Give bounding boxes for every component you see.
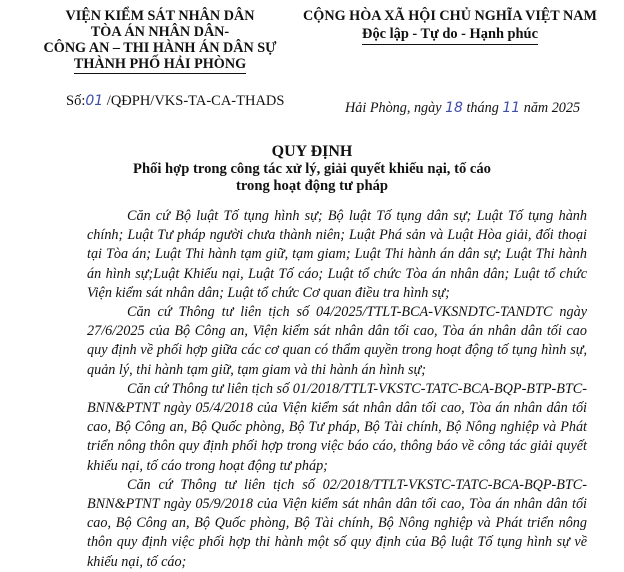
doc-number-handwritten: 01 — [85, 93, 104, 109]
date-day-handwritten: 18 — [445, 100, 463, 116]
document-number — [66, 93, 284, 110]
date-year: năm 2025 — [520, 100, 581, 116]
issue-date — [345, 100, 580, 117]
date-month-handwritten: 11 — [502, 100, 521, 116]
date-place: Hải Phòng, ngày — [345, 100, 446, 116]
legal-basis-paragraph: Căn cứ Thông tư liên tịch số 01/2018/TTLT-VKSTC-TATC-BCA-BQP-BTP-BTC-BNN&PTNT ngày 05/4/2018 của Viện kiểm sát nhân dân tối cao, Tòa án nhân dân tối cao, Bộ Công an, Bộ Quốc phòng, Bộ Tư pháp, Bộ Tài chính, Bộ Nông nghiệp và Phát triển nông thôn quy định phối hợp trong việc báo cáo, thông báo về công tác giải quyết khiếu nại, tố cáo trong hoạt động tư pháp; — [87, 380, 587, 474]
national-motto: Độc lập - Tự do - Hạnh phúc — [362, 26, 538, 45]
document-subtitle — [100, 161, 524, 195]
doc-number-prefix: Số: — [66, 93, 86, 109]
country-name: CỘNG HÒA XÃ HỘI CHỦ NGHĨA VIỆT NAM — [303, 8, 597, 24]
legal-basis-paragraph: Căn cứ Thông tư liên tịch số 04/2025/TTLT-BCA-VKSNDTC-TANDTC ngày 27/6/2025 của Bộ Công an, Viện kiểm sát nhân dân tối cao, Tòa án nhân dân tối cao quy định về phối hợp giữa các cơ quan có thẩm quyền trong hoạt động tố tụng hình sự, quản lý, thi hành tạm giữ, tạm giam và thi hành án hình sự; — [87, 304, 587, 378]
doc-number-suffix: /QĐPH/VKS-TA-CA-THADS — [103, 93, 285, 109]
legal-basis-paragraph: Căn cứ Thông tư liên tịch số 02/2018/TTLT-VKSTC-TATC-BCA-BQP-BTC-BNN&PTNT ngày 05/9/2018 của Viện kiểm sát nhân dân tối cao, Tòa án nhân dân tối cao, Bộ Công an, Bộ Quốc phòng, Bộ Tài chính, Bộ Nông nghiệp và Phát triển nông thôn quy định việc phối hợp thi hành một số quy định của Bộ luật Tố tụng hình sự về khiếu nại, tố cáo; — [87, 476, 587, 570]
agency-line-police-enforcement: CÔNG AN – THI HÀNH ÁN DÂN SỰ — [43, 40, 277, 56]
issuing-agencies — [40, 8, 280, 74]
national-heading — [290, 8, 610, 45]
document-title: QUY ĐỊNH — [271, 143, 353, 160]
subtitle-line-2: trong hoạt động tư pháp — [235, 178, 389, 194]
date-month-label: tháng — [462, 100, 503, 116]
agency-line-city: THÀNH PHỐ HẢI PHÒNG — [73, 56, 247, 72]
agency-line-procuracy: VIỆN KIỂM SÁT NHÂN DÂN — [65, 8, 255, 24]
legal-basis-paragraph: Căn cứ Bộ luật Tố tụng hình sự; Bộ luật Tố tụng dân sự; Luật Tố tụng hành chính; Luật Tư pháp người chưa thành niên; Luật Phá sản và Luật Hòa giải, đối thoại tại Tòa án; Luật Thi hành tạm giữ, tạm giam; Luật Thi hành án dân sự; Luật Thi hành án hình sự;Luật Khiếu nại, Luật Tố cáo; Luật tổ chức Tòa án nhân dân; Luật tổ chức Viện kiểm sát nhân dân; Luật tổ chức Cơ quan điều tra hình sự; — [87, 208, 587, 301]
subtitle-line-1: Phối hợp trong công tác xử lý, giải quyết khiếu nại, tố cáo — [133, 161, 491, 177]
legal-basis-text — [87, 207, 587, 572]
agency-line-court: TÒA ÁN NHÂN DÂN- — [90, 24, 230, 40]
